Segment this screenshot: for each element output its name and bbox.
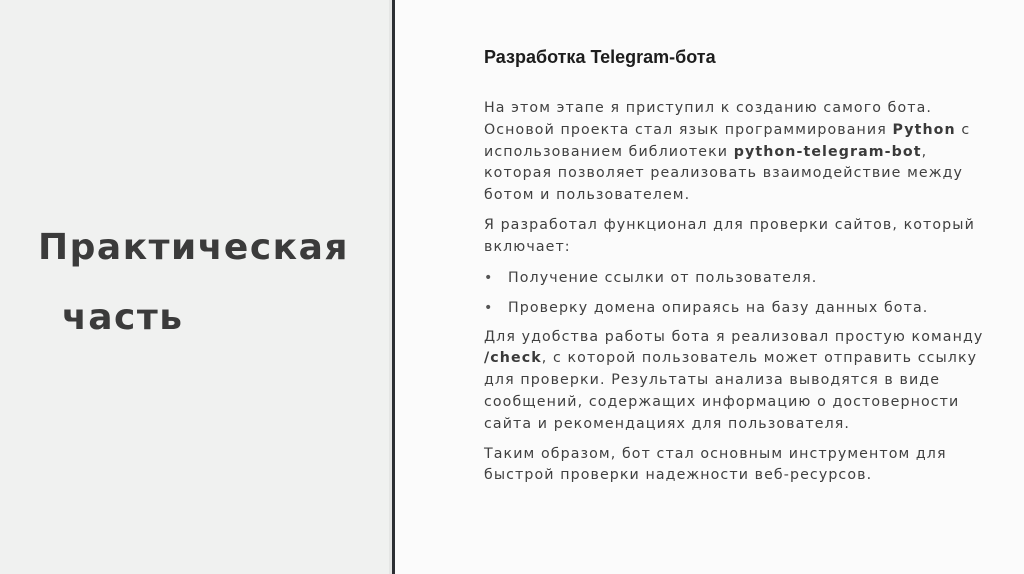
bullet-icon: • bbox=[484, 269, 494, 286]
paragraph-intro-text-1: На этом этапе я приступил к созданию самого бота. Основой проекта стал язык программирования bbox=[484, 100, 933, 138]
library-keyword: python-telegram-bot bbox=[733, 143, 922, 160]
content-heading: Разработка Telegram-бота bbox=[484, 47, 716, 67]
vertical-divider bbox=[392, 0, 395, 574]
list-item bbox=[484, 297, 994, 319]
paragraph-command bbox=[484, 327, 994, 436]
paragraph-command-text-1: Для удобства работы бота я реализовал простую команду bbox=[484, 328, 984, 345]
paragraph-intro bbox=[484, 98, 994, 207]
paragraph-intro-text-2: с использованием библиотеки bbox=[484, 121, 971, 160]
python-keyword: Python bbox=[892, 121, 956, 138]
paragraph-intro-text-3: , которая позволяет реализовать взаимодействие между ботом и пользователем. bbox=[484, 143, 963, 204]
feature-list bbox=[484, 267, 994, 319]
content-area bbox=[484, 46, 994, 495]
left-panel bbox=[0, 0, 389, 574]
command-keyword: /check bbox=[484, 350, 542, 367]
paragraph-functionality: Я разработал функционал для проверки сайтов, который включает: bbox=[484, 216, 975, 255]
list-item-text: Проверку домена опираясь на базу данных бота. bbox=[508, 299, 929, 316]
list-item-text: Получение ссылки от пользователя. bbox=[508, 269, 818, 286]
bullet-icon: • bbox=[484, 299, 494, 316]
paragraph-command-text-2: , с которой пользователь может отправить ссылку для проверки. Результаты анализа выводятся в виде сообщений, содержащих информацию о достоверности сайта и рекомендациях для пользователя. bbox=[484, 350, 978, 432]
section-title-line-2: часть bbox=[62, 297, 184, 338]
list-item bbox=[484, 267, 994, 289]
section-title-line-1: Практическая bbox=[38, 227, 350, 268]
paragraph-conclusion: Таким образом, бот стал основным инструментом для быстрой проверки надежности веб-ресурсов. bbox=[484, 445, 947, 484]
